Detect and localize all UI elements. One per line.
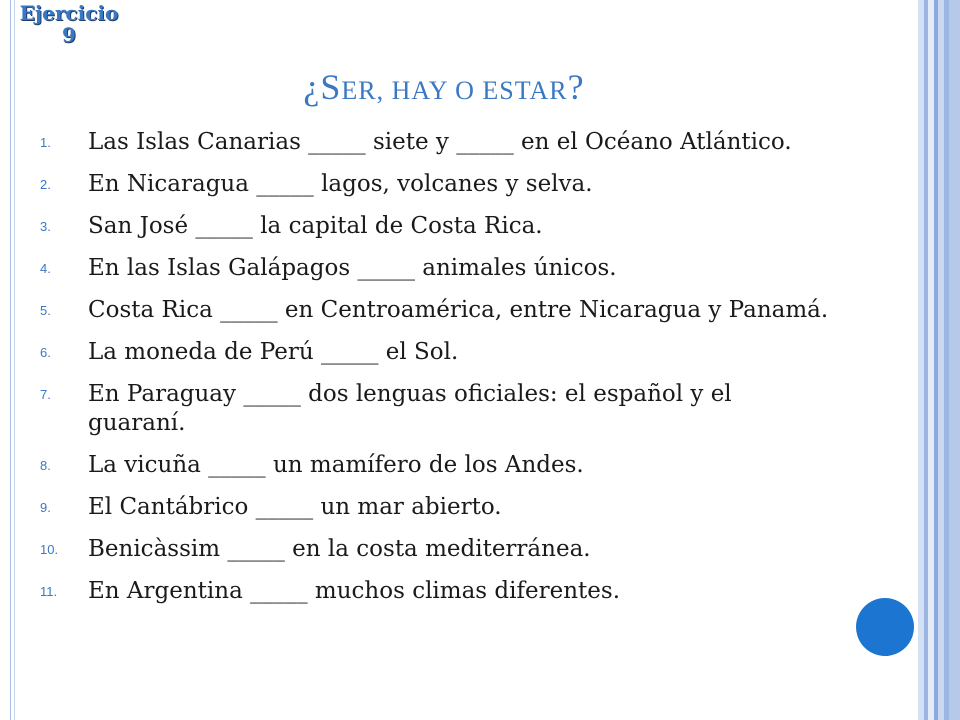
item-text: En Argentina _____ muchos climas diferentes. xyxy=(88,578,621,604)
item-text: Benicàssim _____ en la costa mediterránea. xyxy=(88,536,591,562)
item-text: La vicuña _____ un mamífero de los Andes. xyxy=(88,452,584,478)
item-text: Las Islas Canarias _____ siete y _____ en el Océano Atlántico. xyxy=(88,129,792,155)
title-question-mark: ? xyxy=(567,67,585,107)
item-number: 1. xyxy=(40,135,51,150)
list-item xyxy=(40,577,830,606)
item-text: La moneda de Perú _____ el Sol. xyxy=(88,339,459,365)
item-number: 8. xyxy=(40,458,51,473)
left-frame-line xyxy=(10,0,11,720)
list-item xyxy=(40,254,830,283)
title-small-caps: ER, HAY O ESTAR xyxy=(341,76,568,105)
item-text: San José _____ la capital de Costa Rica. xyxy=(88,213,543,239)
exercise-list xyxy=(40,128,830,619)
left-frame-line-inner xyxy=(14,0,15,720)
item-number: 3. xyxy=(40,219,51,234)
item-number: 5. xyxy=(40,303,51,318)
item-number: 4. xyxy=(40,261,51,276)
exercise-label-line1: Ejercicio xyxy=(19,1,119,25)
item-text: Costa Rica _____ en Centroamérica, entre Nicaragua y Panamá. xyxy=(88,297,829,323)
item-number: 6. xyxy=(40,345,51,360)
item-text: En Nicaragua _____ lagos, volcanes y selva. xyxy=(88,171,593,197)
item-number: 2. xyxy=(40,177,51,192)
exercise-label xyxy=(4,2,134,46)
item-text: En Paraguay _____ dos lenguas oficiales: el español y el guaraní. xyxy=(88,381,732,436)
right-decorative-stripes xyxy=(918,0,960,720)
exercise-label-number: 9 xyxy=(62,23,76,47)
list-item xyxy=(40,128,830,157)
item-text: En las Islas Galápagos _____ animales únicos. xyxy=(88,255,617,281)
decorative-blue-circle xyxy=(856,598,914,656)
list-item xyxy=(40,212,830,241)
list-item xyxy=(40,380,830,438)
slide-title xyxy=(0,66,888,108)
list-item xyxy=(40,451,830,480)
item-number: 9. xyxy=(40,500,51,515)
item-number: 7. xyxy=(40,387,51,402)
item-number: 10. xyxy=(40,542,59,557)
item-number: 11. xyxy=(40,584,58,599)
item-text: El Cantábrico _____ un mar abierto. xyxy=(88,494,502,520)
list-item xyxy=(40,535,830,564)
title-initial: ¿S xyxy=(303,67,342,107)
list-item xyxy=(40,493,830,522)
list-item xyxy=(40,170,830,199)
list-item xyxy=(40,338,830,367)
list-item xyxy=(40,296,830,325)
